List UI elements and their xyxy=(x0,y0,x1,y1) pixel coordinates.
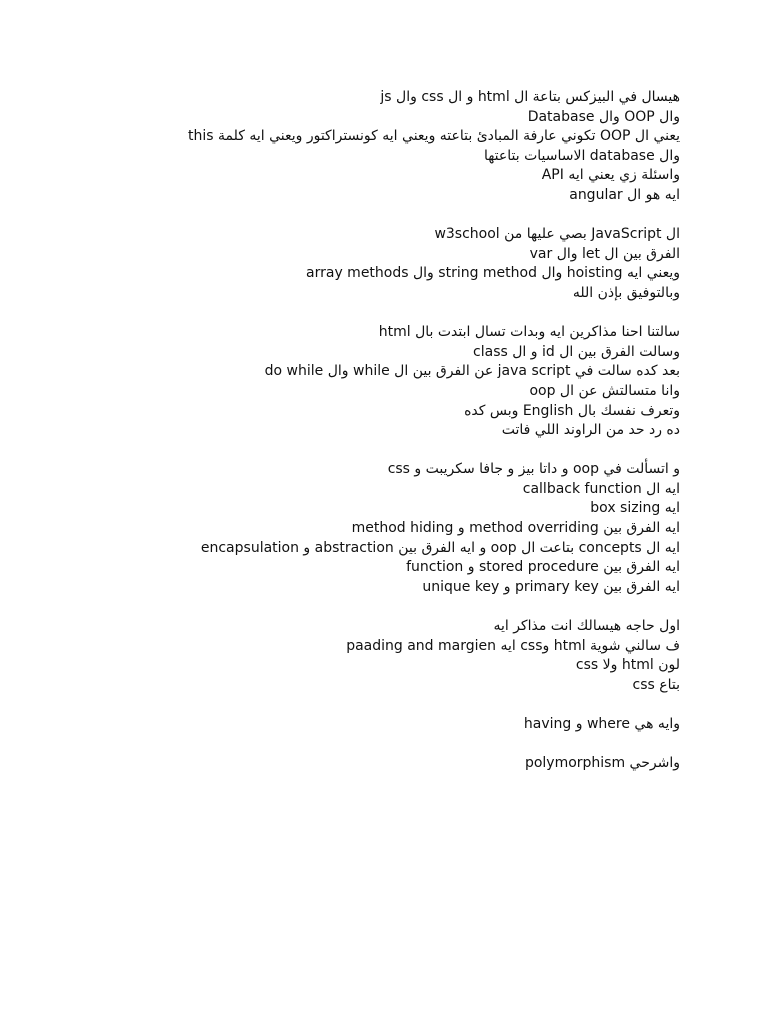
document-line: ايه الفرق بين primary key و unique key xyxy=(422,578,680,595)
document-line: سالتنا احنا مذاكرين ايه وبدات تسال ابتدت بال html xyxy=(378,324,680,341)
document-line: وايه هي where و having xyxy=(523,716,680,732)
document-line: ايه box sizing xyxy=(590,500,680,517)
document-paragraph xyxy=(90,323,680,441)
document-line: وتعرف نفسك بال English وبس كده xyxy=(464,402,680,419)
document-line: وال OOP وال Database xyxy=(527,108,680,125)
document-paragraph xyxy=(90,225,680,303)
document-line: هيسال في البيزكس بتاعة ال html و ال css وال js xyxy=(380,89,680,105)
document-line: ايه ال callback function xyxy=(522,480,680,497)
document-line: اول حاجه هيسالك انت مذاكر ايه xyxy=(493,618,680,635)
document-line: واسئلة زي يعني ايه API xyxy=(541,167,680,184)
document-line: يعني ال OOP تكوني عارفة المبادئ بتاعته ويعني ايه كونستراكتور ويعني ايه كلمة this xyxy=(187,128,680,145)
document-line: ويعني ايه hoisting وال string method وال array methods xyxy=(306,265,680,282)
document-body xyxy=(90,88,680,793)
document-line: بتاع css xyxy=(632,676,680,693)
document-line: ايه هو ال angular xyxy=(569,186,680,203)
document-line: لون html ولا css xyxy=(575,657,680,674)
document-line: ف سالني شوية html وcss ايه paading and margien xyxy=(346,637,680,654)
document-line: ايه ال concepts بتاعت ال oop و ايه الفرق بين abstraction و encapsulation xyxy=(200,539,680,556)
document-paragraph xyxy=(90,617,680,695)
document-line: الفرق بين ال let وال var xyxy=(529,245,680,262)
document-paragraph xyxy=(90,715,680,735)
document-line: واشرحي polymorphism xyxy=(524,755,680,772)
document-line: و اتسألت في oop و داتا بيز و جافا سكريبت و css xyxy=(387,461,680,478)
document-line: ايه الفرق بين stored procedure و function xyxy=(406,559,680,576)
document-line: ايه الفرق بين method overriding و method hiding xyxy=(351,520,680,537)
document-line: وسالت الفرق بين ال id و ال class xyxy=(473,343,680,360)
document-paragraph xyxy=(90,88,680,206)
document-line: وبالتوفيق بإذن الله xyxy=(572,284,680,301)
document-paragraph xyxy=(90,754,680,774)
document-line: ال JavaScript بصي عليها من w3school xyxy=(434,226,680,243)
document-paragraph xyxy=(90,460,680,597)
document-line: بعد كده سالت في java script عن الفرق بين ال while وال do while xyxy=(264,363,680,380)
document-line: وال database الاساسيات بتاعتها xyxy=(483,147,680,164)
document-line: ده رد حد من الراوند اللي فاتت xyxy=(501,422,680,439)
document-line: وانا متسالتش عن ال oop xyxy=(529,382,680,399)
